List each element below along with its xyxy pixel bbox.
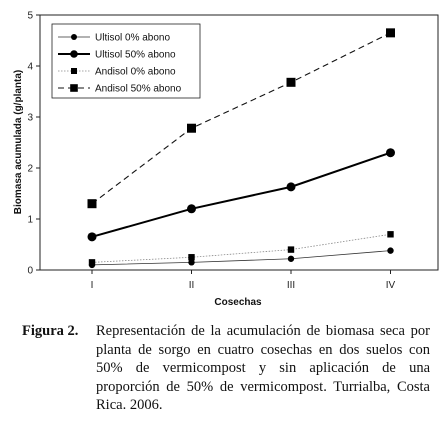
y-tick-label: 3 bbox=[27, 112, 33, 124]
data-point bbox=[288, 246, 294, 252]
data-point bbox=[288, 256, 294, 262]
figure-caption bbox=[22, 322, 430, 415]
legend-marker bbox=[71, 34, 77, 40]
y-tick-label: 2 bbox=[27, 163, 33, 175]
y-tick-label: 1 bbox=[27, 214, 33, 226]
x-tick-label: IV bbox=[385, 280, 396, 291]
legend-label: Andisol 0% abono bbox=[95, 66, 176, 78]
data-point bbox=[387, 247, 393, 253]
data-point bbox=[287, 182, 296, 191]
data-point bbox=[387, 231, 393, 237]
series-1 bbox=[88, 148, 396, 241]
data-point bbox=[88, 232, 97, 241]
data-point bbox=[187, 204, 196, 213]
data-point bbox=[188, 254, 194, 260]
y-axis-label: Biomasa acumulada (g/planta) bbox=[13, 69, 24, 215]
figure-label: Figura 2. bbox=[22, 323, 79, 339]
x-tick-label: II bbox=[188, 280, 195, 291]
chart-legend bbox=[52, 24, 200, 98]
data-point bbox=[89, 259, 95, 265]
y-tick-label: 5 bbox=[27, 10, 33, 22]
x-axis-label: Cosechas bbox=[214, 297, 262, 308]
figure-caption-text: Representación de la acumulación de biomasa seca por planta de sorgo en cuatro cosechas en dos suelos con 50% de vermicompost y sin aplicación de una proporción de 50% de vermicompost. Turrialba, Costa Rica. 2006. bbox=[96, 323, 430, 413]
x-tick-label: III bbox=[286, 280, 296, 291]
data-point bbox=[386, 28, 395, 37]
data-point bbox=[386, 148, 395, 157]
legend-marker bbox=[70, 84, 78, 92]
series-line bbox=[92, 153, 391, 237]
x-tick-label: I bbox=[90, 280, 94, 291]
data-point bbox=[287, 78, 296, 87]
series-0 bbox=[89, 247, 394, 268]
data-point bbox=[187, 124, 196, 133]
y-tick-label: 0 bbox=[27, 265, 33, 277]
series-line bbox=[92, 251, 391, 265]
legend-marker bbox=[70, 50, 78, 58]
legend-label: Ultisol 50% abono bbox=[95, 49, 176, 61]
legend-label: Ultisol 0% abono bbox=[95, 32, 171, 44]
series-line bbox=[92, 234, 391, 262]
y-tick-label: 4 bbox=[27, 61, 33, 73]
legend-label: Andisol 50% abono bbox=[95, 83, 182, 95]
legend-marker bbox=[71, 68, 77, 74]
data-point bbox=[88, 199, 97, 208]
